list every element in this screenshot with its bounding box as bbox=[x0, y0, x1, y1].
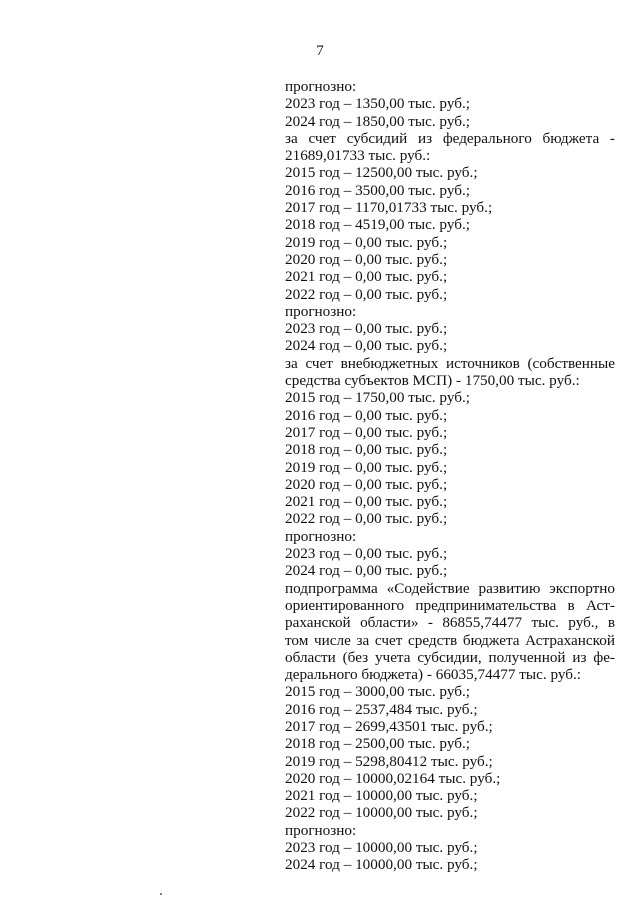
text-line: прогнозно: bbox=[285, 78, 357, 95]
text-line: 2022 год – 0,00 тыс. руб.; bbox=[285, 510, 448, 528]
text-line: 2017 год – 1170,01733 тыс. руб.; bbox=[285, 199, 493, 217]
text-line: 2015 год – 1750,00 тыс. руб.; bbox=[285, 389, 470, 407]
text-line: 2018 год – 2500,00 тыс. руб.; bbox=[285, 735, 470, 753]
text-line: 2021 год – 0,00 тыс. руб.; bbox=[285, 493, 448, 511]
document-body bbox=[285, 78, 615, 874]
text-line: за счет внебюджетных источников (собственные bbox=[285, 354, 615, 372]
text-line: области (без учета субсидии, полученной из фе- bbox=[285, 648, 615, 666]
text-line: 2021 год – 0,00 тыс. руб.; bbox=[285, 268, 448, 286]
text-line: 2020 год – 0,00 тыс. руб.; bbox=[285, 475, 448, 493]
text-line: 2017 год – 2699,43501 тыс. руб.; bbox=[285, 717, 493, 735]
text-line: средства субъектов МСП) - 1750,00 тыс. руб.: bbox=[285, 372, 580, 390]
text-line: раханской области» - 86855,74477 тыс. руб., в bbox=[285, 614, 615, 632]
text-line: том числе за счет средств бюджета Астраханской bbox=[285, 631, 615, 649]
text-line: 2022 год – 10000,00 тыс. руб.; bbox=[285, 804, 478, 822]
text-line: дерального бюджета) - 66035,74477 тыс. руб.: bbox=[285, 666, 581, 684]
text-line: 2024 год – 1850,00 тыс. руб.; bbox=[285, 112, 470, 130]
text-line: 2021 год – 10000,00 тыс. руб.; bbox=[285, 787, 478, 805]
text-line: 2016 год – 2537,484 тыс. руб.; bbox=[285, 700, 478, 718]
text-line: 2015 год – 12500,00 тыс. руб.; bbox=[285, 164, 478, 182]
text-line: 2023 год – 1350,00 тыс. руб.; bbox=[285, 95, 470, 113]
page-number: 7 bbox=[316, 43, 324, 59]
text-line: 2016 год – 3500,00 тыс. руб.; bbox=[285, 181, 470, 199]
text-line: подпрограмма «Содействие развитию экспортно bbox=[285, 579, 615, 597]
text-line: 2018 год – 0,00 тыс. руб.; bbox=[285, 441, 448, 459]
text-line: 2019 год – 0,00 тыс. руб.; bbox=[285, 458, 448, 476]
text-line: 2023 год – 0,00 тыс. руб.; bbox=[285, 545, 448, 563]
scan-speck bbox=[160, 893, 162, 895]
text-line: ориентированного предпринимательства в Аст- bbox=[285, 596, 615, 614]
text-line: 2024 год – 10000,00 тыс. руб.; bbox=[285, 856, 478, 874]
text-line: 2022 год – 0,00 тыс. руб.; bbox=[285, 285, 448, 303]
text-line: 2024 год – 0,00 тыс. руб.; bbox=[285, 562, 448, 580]
text-line: 2017 год – 0,00 тыс. руб.; bbox=[285, 423, 448, 441]
text-line: 2020 год – 0,00 тыс. руб.; bbox=[285, 250, 448, 268]
text-line: 2023 год – 10000,00 тыс. руб.; bbox=[285, 839, 478, 857]
text-line: 2019 год – 5298,80412 тыс. руб.; bbox=[285, 752, 493, 770]
text-line: 2020 год – 10000,02164 тыс. руб.; bbox=[285, 769, 501, 787]
text-line: 2018 год – 4519,00 тыс. руб.; bbox=[285, 216, 470, 234]
text-line: 2015 год – 3000,00 тыс. руб.; bbox=[285, 683, 470, 701]
text-line: прогнозно: bbox=[285, 821, 357, 839]
text-line: 21689,01733 тыс. руб.: bbox=[285, 147, 431, 165]
text-line: 2016 год – 0,00 тыс. руб.; bbox=[285, 406, 448, 424]
text-line: 2023 год – 0,00 тыс. руб.; bbox=[285, 320, 448, 338]
text-line: прогнозно: bbox=[285, 527, 357, 545]
text-line: 2019 год – 0,00 тыс. руб.; bbox=[285, 233, 448, 251]
text-line: 2024 год – 0,00 тыс. руб.; bbox=[285, 337, 448, 355]
text-line: прогнозно: bbox=[285, 302, 357, 320]
text-line: за счет субсидий из федерального бюджета - bbox=[285, 129, 615, 147]
